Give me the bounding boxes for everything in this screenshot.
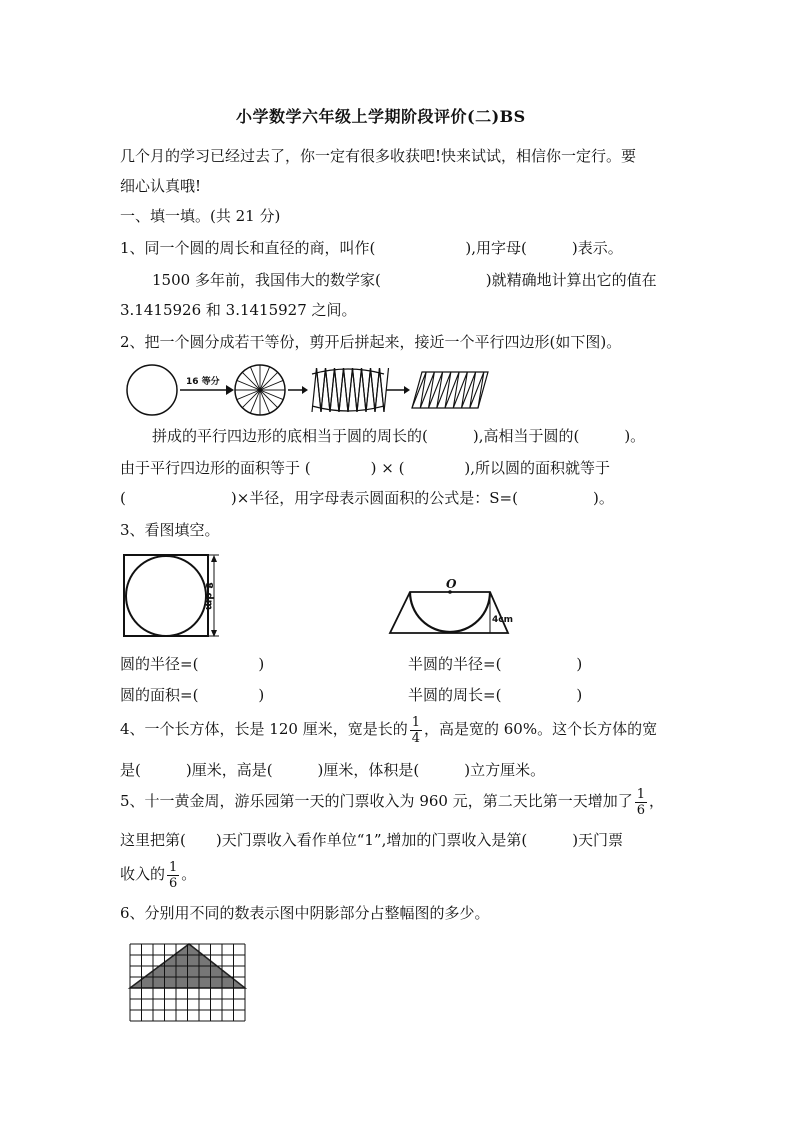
- height-label: 4cm: [492, 615, 513, 625]
- intro-line-2: 细心认真哦!: [120, 177, 202, 195]
- q2-line-3: 由于平行四边形的面积等于 ( ) × ( ),所以圆的面积就等于: [120, 459, 611, 477]
- q4-line-2: 是( )厘米，高是( )厘米，体积是( )立方厘米。: [120, 761, 546, 779]
- q5-text-3a: 收入的: [120, 865, 166, 883]
- q4-frac-num: 1: [411, 714, 420, 730]
- q6-line-1: 6、分别用不同的数表示图中阴影部分占整幅图的多少。: [120, 904, 490, 922]
- q4-frac-den: 4: [411, 730, 420, 746]
- q3-right-radius: 半圆的半径=( ): [408, 655, 583, 673]
- q3-left-radius: 圆的半径=( ): [120, 655, 265, 673]
- square-dimension-label: 8 dm: [203, 582, 214, 611]
- q4-text-b: ，高是宽的 60%。这个长方体的宽: [424, 720, 658, 738]
- q2-line-1: 2、把一个圆分成若干等份，剪开后拼起来，接近一个平行四边形(如下图)。: [120, 333, 622, 351]
- q1-line-1: 1、同一个圆的周长和直径的商，叫作( ),用字母( )表示。: [120, 239, 623, 257]
- q3-left-area: 圆的面积=( ): [120, 686, 265, 704]
- q5-frac1-den: 6: [636, 802, 645, 818]
- q3-right-perimeter: 半圆的周长=( ): [408, 686, 583, 704]
- q5-frac2-den: 6: [169, 875, 178, 891]
- q1-line-3: 3.1415926 和 3.1415927 之间。: [120, 301, 357, 319]
- q2-line-4: ( )×半径，用字母表示圆面积的公式是：S=( )。: [120, 489, 614, 507]
- q5-line-2: 这里把第( )天门票收入看作单位“1”,增加的门票收入是第( )天门票: [120, 831, 624, 849]
- division-label: 16 等分: [186, 377, 220, 387]
- q1-line-2: 1500 多年前，我国伟大的数学家( )就精确地计算出它的值在: [152, 271, 657, 289]
- q3-line-1: 3、看图填空。: [120, 521, 220, 539]
- q5-text-3b: 。: [181, 865, 197, 883]
- intro-line-1: 几个月的学习已经过去了，你一定有很多收获吧!快来试试，相信你一定行。要: [120, 147, 637, 165]
- q5-text-1: 5、十一黄金周，游乐园第一天的门票收入为 960 元，第二天比第一天增加了: [120, 792, 633, 810]
- q5-comma: ，: [649, 792, 665, 810]
- q4-text-a: 4、一个长方体，长是 120 厘米，宽是长的: [120, 720, 408, 738]
- page-title: 小学数学六年级上学期阶段评价(二)BS: [236, 107, 526, 126]
- center-label: O: [446, 577, 457, 591]
- section-heading: 一、填一填。(共 21 分): [120, 207, 281, 225]
- q2-line-2: 拼成的平行四边形的底相当于圆的周长的( ),高相当于圆的( )。: [152, 427, 646, 445]
- q5-frac2-num: 1: [169, 859, 178, 875]
- q5-frac1-num: 1: [636, 786, 645, 802]
